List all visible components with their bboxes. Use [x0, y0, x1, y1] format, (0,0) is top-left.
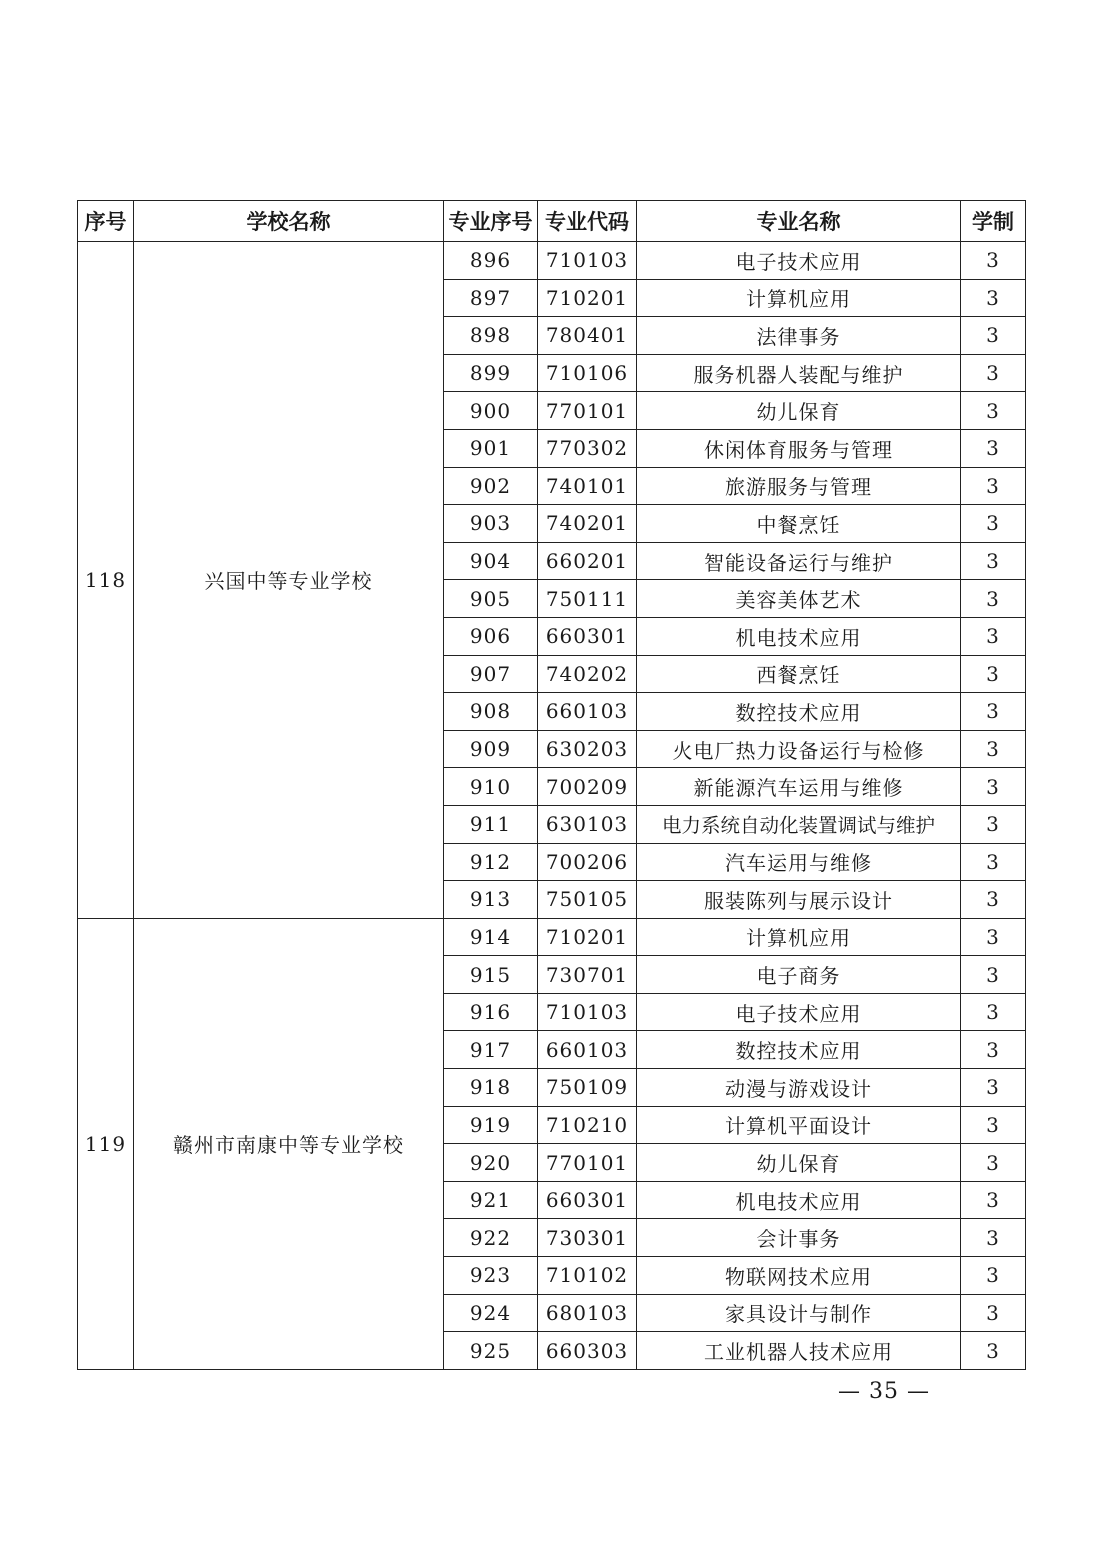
- table-row: [78, 242, 1026, 280]
- major-code-cell: 740202: [538, 655, 637, 693]
- major-seq-cell: 918: [444, 1069, 538, 1107]
- major-seq-cell: 921: [444, 1181, 538, 1219]
- header-seq: 序号: [78, 201, 134, 242]
- duration-cell: 3: [961, 1219, 1026, 1257]
- major-seq-cell: 920: [444, 1144, 538, 1182]
- school-seq-cell: 119: [78, 918, 134, 1369]
- major-name-cell: 电子技术应用: [637, 242, 961, 280]
- duration-cell: 3: [961, 505, 1026, 543]
- major-seq-cell: 897: [444, 279, 538, 317]
- duration-cell: 3: [961, 956, 1026, 994]
- major-name-cell: 幼儿保育: [637, 1144, 961, 1182]
- duration-cell: 3: [961, 655, 1026, 693]
- major-name-cell: 电子技术应用: [637, 993, 961, 1031]
- duration-cell: 3: [961, 730, 1026, 768]
- major-name-cell: 机电技术应用: [637, 617, 961, 655]
- major-seq-cell: 916: [444, 993, 538, 1031]
- major-name-cell: 新能源汽车运用与维修: [637, 768, 961, 806]
- major-name-cell: 会计事务: [637, 1219, 961, 1257]
- major-name-cell: 火电厂热力设备运行与检修: [637, 730, 961, 768]
- major-seq-cell: 924: [444, 1294, 538, 1332]
- major-name-cell: 计算机平面设计: [637, 1106, 961, 1144]
- major-code-cell: 700206: [538, 843, 637, 881]
- major-seq-cell: 901: [444, 429, 538, 467]
- major-seq-cell: 907: [444, 655, 538, 693]
- major-name-cell: 中餐烹饪: [637, 505, 961, 543]
- major-code-cell: 740201: [538, 505, 637, 543]
- header-row: [78, 201, 1026, 242]
- duration-cell: 3: [961, 1257, 1026, 1295]
- duration-cell: 3: [961, 580, 1026, 618]
- school-name-cell: 兴国中等专业学校: [134, 242, 444, 919]
- major-name-cell: 美容美体艺术: [637, 580, 961, 618]
- major-seq-cell: 919: [444, 1106, 538, 1144]
- major-code-cell: 750111: [538, 580, 637, 618]
- major-code-cell: 750109: [538, 1069, 637, 1107]
- duration-cell: 3: [961, 1332, 1026, 1370]
- duration-cell: 3: [961, 993, 1026, 1031]
- major-code-cell: 710102: [538, 1257, 637, 1295]
- table-body: [78, 242, 1026, 1370]
- major-name-cell: 家具设计与制作: [637, 1294, 961, 1332]
- major-name-cell: 汽车运用与维修: [637, 843, 961, 881]
- major-name-cell: 物联网技术应用: [637, 1257, 961, 1295]
- major-name-cell: 计算机应用: [637, 918, 961, 956]
- major-code-cell: 770101: [538, 1144, 637, 1182]
- duration-cell: 3: [961, 1106, 1026, 1144]
- major-seq-cell: 896: [444, 242, 538, 280]
- major-seq-cell: 923: [444, 1257, 538, 1295]
- major-name-cell: 工业机器人技术应用: [637, 1332, 961, 1370]
- major-seq-cell: 903: [444, 505, 538, 543]
- major-code-cell: 740101: [538, 467, 637, 505]
- major-name-cell: 服装陈列与展示设计: [637, 881, 961, 919]
- major-code-cell: 660303: [538, 1332, 637, 1370]
- major-seq-cell: 914: [444, 918, 538, 956]
- major-code-cell: 660301: [538, 617, 637, 655]
- duration-cell: 3: [961, 693, 1026, 731]
- duration-cell: 3: [961, 542, 1026, 580]
- major-code-cell: 710103: [538, 242, 637, 280]
- major-name-cell: 旅游服务与管理: [637, 467, 961, 505]
- major-seq-cell: 925: [444, 1332, 538, 1370]
- major-code-cell: 750105: [538, 881, 637, 919]
- major-code-cell: 700209: [538, 768, 637, 806]
- duration-cell: 3: [961, 768, 1026, 806]
- duration-cell: 3: [961, 429, 1026, 467]
- header-major-code: 专业代码: [538, 201, 637, 242]
- major-seq-cell: 899: [444, 354, 538, 392]
- major-name-cell: 电子商务: [637, 956, 961, 994]
- major-name-cell: 数控技术应用: [637, 1031, 961, 1069]
- major-seq-cell: 917: [444, 1031, 538, 1069]
- major-name-cell: 休闲体育服务与管理: [637, 429, 961, 467]
- major-name-cell: 法律事务: [637, 317, 961, 355]
- majors-table: [77, 200, 1026, 1370]
- major-seq-cell: 909: [444, 730, 538, 768]
- duration-cell: 3: [961, 617, 1026, 655]
- major-code-cell: 730301: [538, 1219, 637, 1257]
- header-major-name: 专业名称: [637, 201, 961, 242]
- major-code-cell: 660201: [538, 542, 637, 580]
- major-name-cell: 数控技术应用: [637, 693, 961, 731]
- major-name-cell: 动漫与游戏设计: [637, 1069, 961, 1107]
- major-seq-cell: 915: [444, 956, 538, 994]
- duration-cell: 3: [961, 1294, 1026, 1332]
- major-code-cell: 710201: [538, 918, 637, 956]
- duration-cell: 3: [961, 392, 1026, 430]
- major-name-cell: 西餐烹饪: [637, 655, 961, 693]
- major-name-cell: 幼儿保育: [637, 392, 961, 430]
- major-name-cell: 服务机器人装配与维护: [637, 354, 961, 392]
- duration-cell: 3: [961, 317, 1026, 355]
- major-seq-cell: 900: [444, 392, 538, 430]
- duration-cell: 3: [961, 467, 1026, 505]
- major-name-cell: 计算机应用: [637, 279, 961, 317]
- header-major-seq: 专业序号: [444, 201, 538, 242]
- major-code-cell: 660103: [538, 693, 637, 731]
- major-code-cell: 770101: [538, 392, 637, 430]
- header-school-name: 学校名称: [134, 201, 444, 242]
- major-code-cell: 780401: [538, 317, 637, 355]
- duration-cell: 3: [961, 881, 1026, 919]
- duration-cell: 3: [961, 1144, 1026, 1182]
- duration-cell: 3: [961, 805, 1026, 843]
- duration-cell: 3: [961, 1069, 1026, 1107]
- major-seq-cell: 905: [444, 580, 538, 618]
- duration-cell: 3: [961, 242, 1026, 280]
- major-name-cell: 电力系统自动化装置调试与维护: [637, 805, 961, 843]
- duration-cell: 3: [961, 1031, 1026, 1069]
- major-seq-cell: 906: [444, 617, 538, 655]
- major-seq-cell: 912: [444, 843, 538, 881]
- duration-cell: 3: [961, 1181, 1026, 1219]
- duration-cell: 3: [961, 354, 1026, 392]
- major-seq-cell: 911: [444, 805, 538, 843]
- header-duration: 学制: [961, 201, 1026, 242]
- major-code-cell: 710106: [538, 354, 637, 392]
- major-name-cell: 机电技术应用: [637, 1181, 961, 1219]
- major-seq-cell: 904: [444, 542, 538, 580]
- major-seq-cell: 922: [444, 1219, 538, 1257]
- school-seq-cell: 118: [78, 242, 134, 919]
- major-code-cell: 630203: [538, 730, 637, 768]
- major-code-cell: 660103: [538, 1031, 637, 1069]
- major-seq-cell: 902: [444, 467, 538, 505]
- major-code-cell: 630103: [538, 805, 637, 843]
- major-seq-cell: 908: [444, 693, 538, 731]
- major-code-cell: 730701: [538, 956, 637, 994]
- major-seq-cell: 910: [444, 768, 538, 806]
- table-row: [78, 918, 1026, 956]
- major-seq-cell: 898: [444, 317, 538, 355]
- school-name-cell: 赣州市南康中等专业学校: [134, 918, 444, 1369]
- major-seq-cell: 913: [444, 881, 538, 919]
- duration-cell: 3: [961, 279, 1026, 317]
- major-code-cell: 770302: [538, 429, 637, 467]
- major-code-cell: 710201: [538, 279, 637, 317]
- major-code-cell: 710103: [538, 993, 637, 1031]
- major-code-cell: 710210: [538, 1106, 637, 1144]
- major-name-cell: 智能设备运行与维护: [637, 542, 961, 580]
- major-code-cell: 660301: [538, 1181, 637, 1219]
- major-code-cell: 680103: [538, 1294, 637, 1332]
- duration-cell: 3: [961, 843, 1026, 881]
- duration-cell: 3: [961, 918, 1026, 956]
- page-number: — 35 —: [838, 1379, 930, 1404]
